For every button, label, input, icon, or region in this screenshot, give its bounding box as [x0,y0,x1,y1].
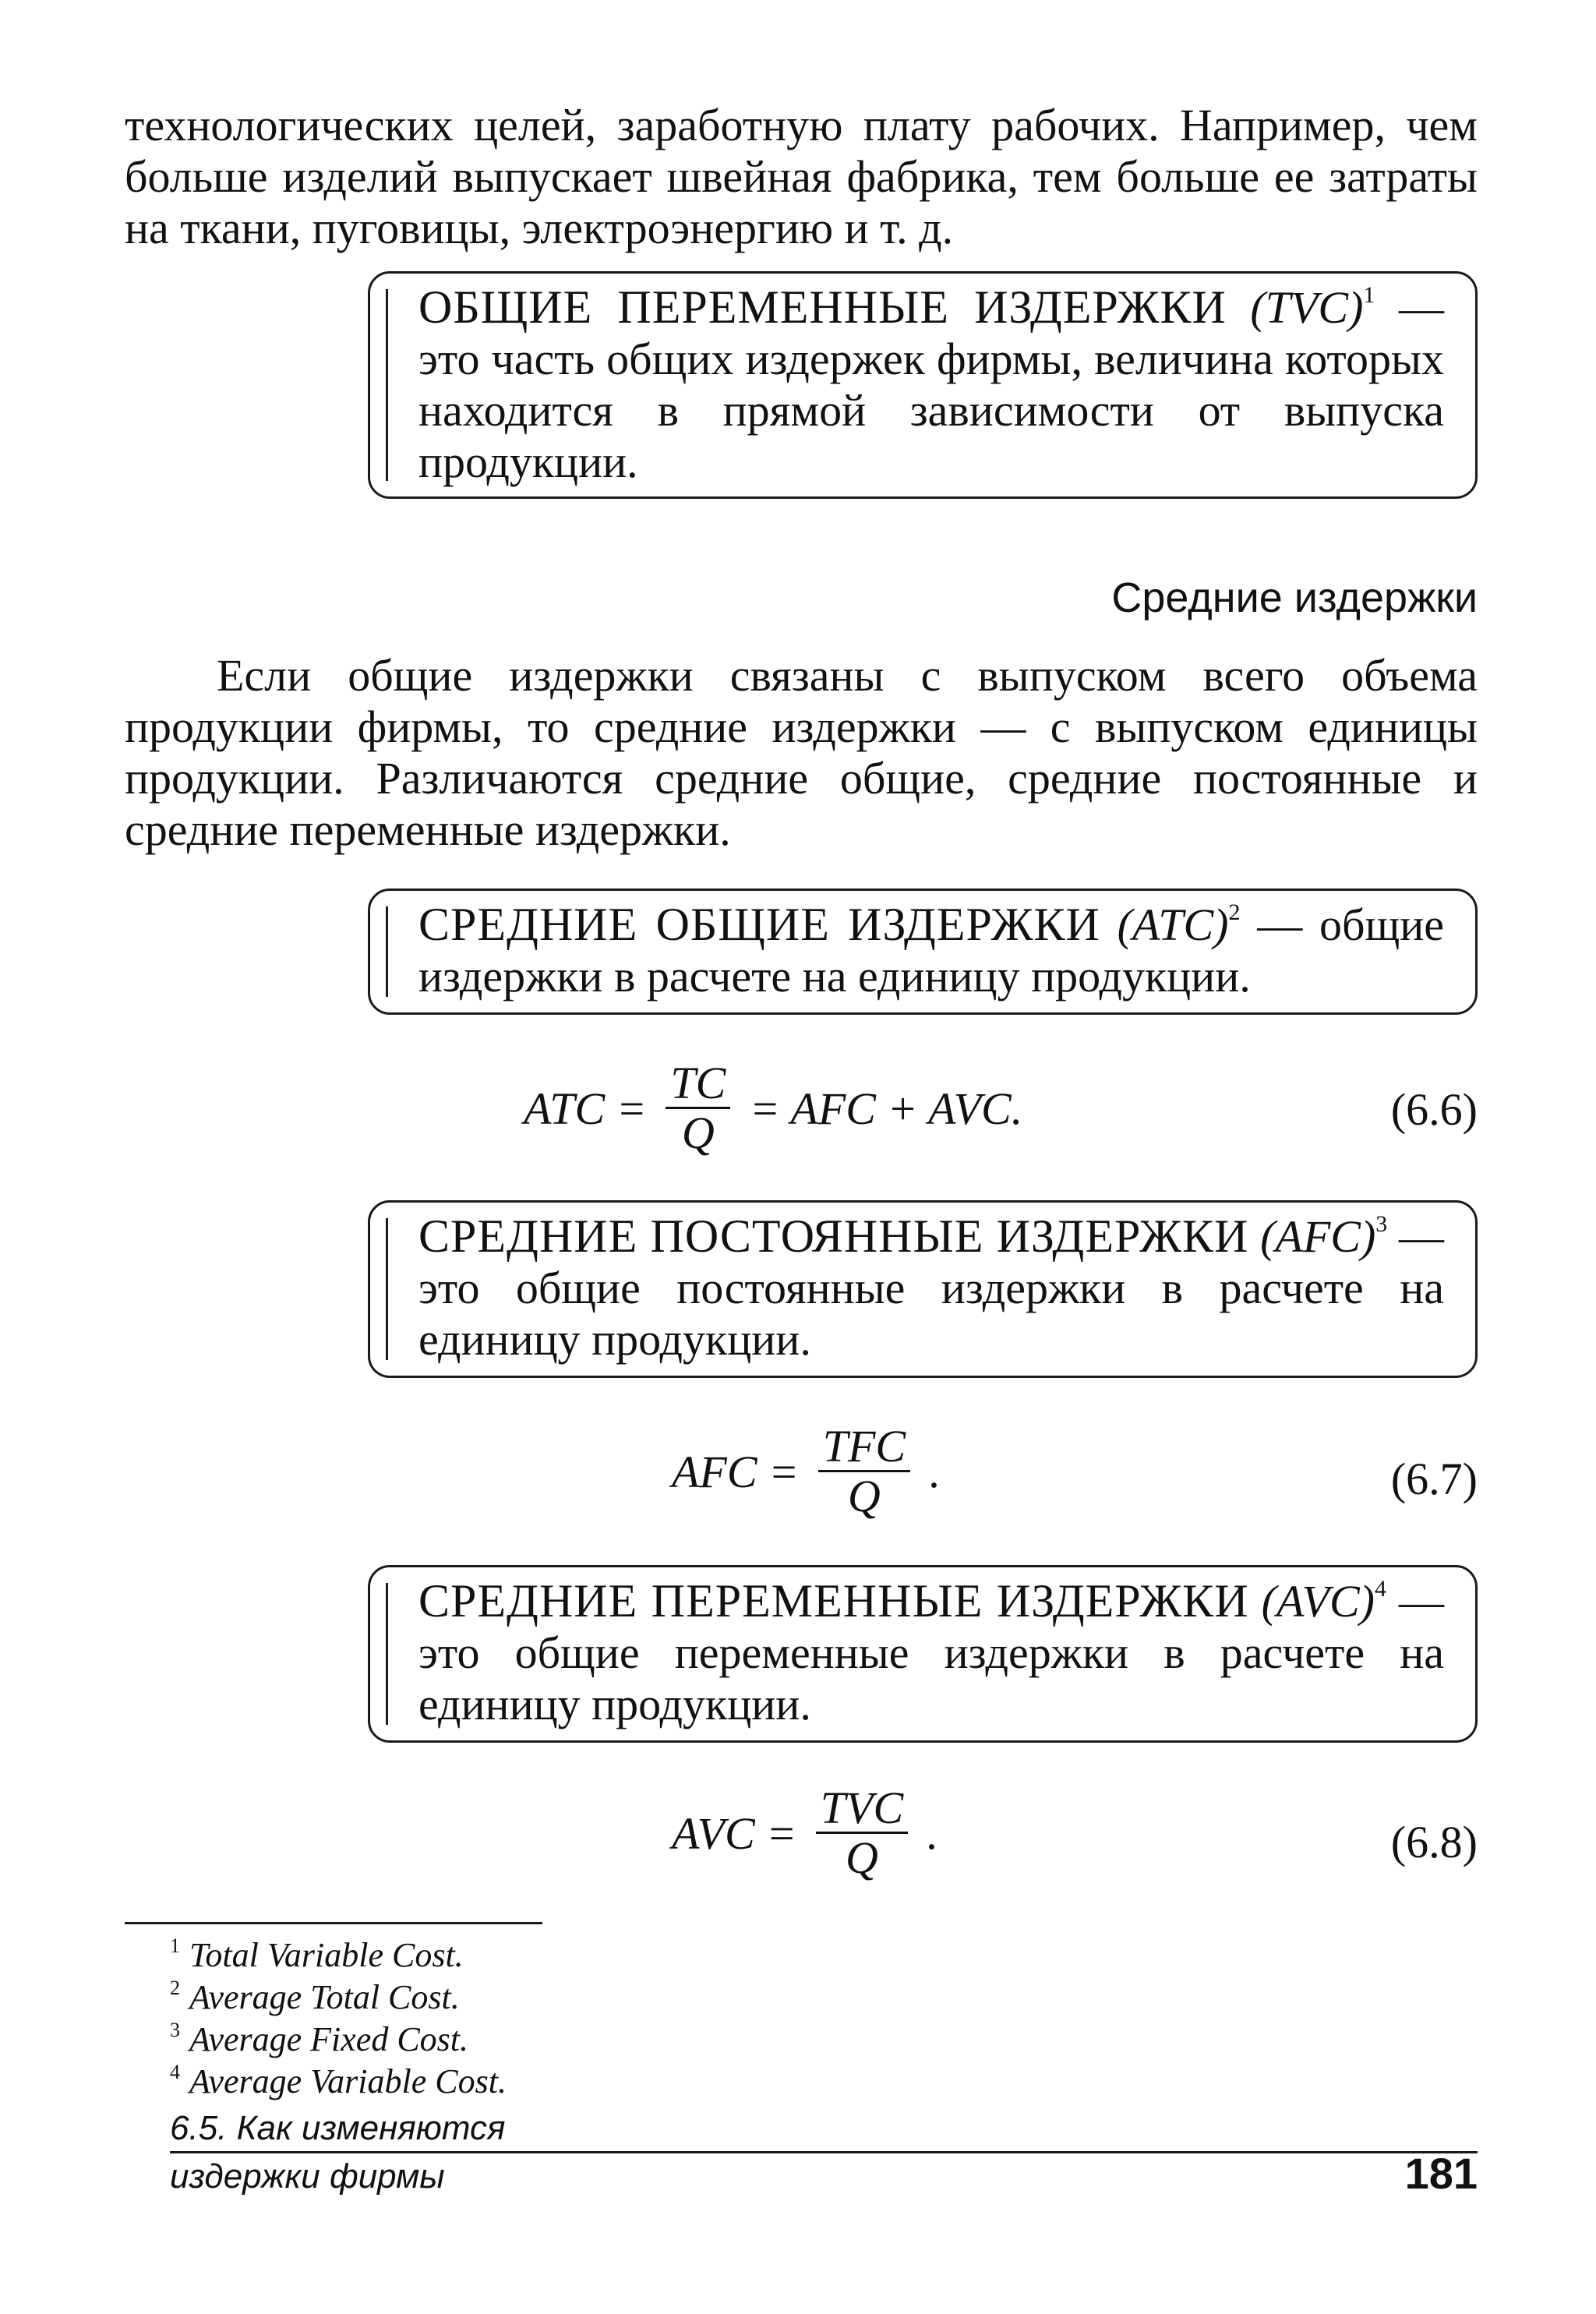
footer-divider [170,2151,1478,2153]
footnote-item [170,1934,507,1977]
formula-6-7 [672,1423,941,1521]
footnote-mark: 3 [1375,1211,1388,1237]
definition-tvc [418,281,1444,488]
footnote-item [170,2061,507,2103]
footnotes-list [170,1934,507,2103]
formula-fraction [816,1782,908,1883]
footnote-text: Average Fixed Cost. [189,2020,469,2058]
average-costs-paragraph: Если общие издержки связаны с выпуском всего объема продукции фирмы, то средние издержки — с выпуском единицы продукции. Различаются средние общие, средние постоянные и средние переменные издержки. [125,650,1478,855]
fraction-numerator: TFC [818,1423,910,1472]
definition-text: — это общие постоянные издержки в расчете на единицу продукции. [418,1211,1445,1365]
definition-afc [418,1210,1444,1365]
definition-abbr: (ATC) [1117,899,1229,950]
footnote-divider [125,1922,542,1924]
definition-box-afc [368,1200,1478,1378]
definition-abbr: (TVC) [1250,282,1364,333]
formula-rhs: = AFC + AVC. [738,1083,1023,1134]
formula-6-6 [524,1060,1022,1157]
definition-term: СРЕДНИЕ ПЕРЕМЕННЫЕ ИЗДЕРЖКИ [418,1575,1249,1627]
definition-text: — это общие переменные издержки в расчете на единицу продукции. [418,1576,1444,1729]
definition-term: СРЕДНИЕ ОБЩИЕ ИЗДЕРЖКИ [418,899,1100,950]
definition-abbr: (AVC) [1261,1576,1375,1627]
running-title-line2: издержки фирмы [170,2157,445,2196]
running-title-line1: 6.5. Как изменяются [170,2109,506,2147]
definition-box-atc [368,889,1478,1015]
definition-box-tvc [368,271,1478,499]
equation-number: (6.6) [1390,1084,1478,1135]
fraction-denominator: Q [847,1471,881,1521]
definition-term: СРЕДНИЕ ПОСТОЯННЫЕ ИЗДЕРЖКИ [418,1210,1249,1262]
formula-fraction [666,1060,730,1157]
footnote-mark: 4 [1374,1576,1386,1602]
formula-6-8 [672,1782,939,1883]
formula-lhs: AVC = [672,1808,808,1859]
formula-rhs: . [916,1808,939,1859]
definition-text: — это часть общих издержек фирмы, величина которых находится в прямой зависимости от выпуска продукции. [418,282,1445,487]
footnote-text: Average Total Cost. [189,1978,460,2016]
page-number: 181 [1404,2149,1478,2198]
section-heading: Средние издержки [1111,574,1478,621]
footnote-item [170,2019,507,2061]
footnote-mark: 1 [170,1934,180,1957]
formula-lhs: AFC = [672,1447,810,1497]
formula-fraction [818,1423,910,1521]
footnote-mark: 2 [1228,899,1241,925]
intro-paragraph: технологических целей, заработную плату рабочих. Например, чем больше изделий выпускает швейная фабрика, тем больше ее затраты на ткани, пуговицы, электроэнергию и т. д. [125,100,1478,253]
footnote-mark: 1 [1363,282,1375,308]
fraction-numerator: TVC [816,1785,908,1834]
footnote-mark: 4 [170,2061,180,2083]
footnote-text: Average Variable Cost. [189,2062,507,2100]
equation-number: (6.8) [1390,1817,1478,1867]
definition-abbr: (AFC) [1260,1211,1376,1262]
equation-number: (6.7) [1390,1454,1478,1504]
footnote-mark: 3 [170,2019,180,2041]
footnote-mark: 2 [170,1977,180,1999]
definition-text: — общие издержки в расчете на единицу продукции. [418,899,1445,1002]
definition-term: ОБЩИЕ ПЕРЕМЕННЫЕ ИЗДЕРЖКИ [418,281,1227,333]
fraction-denominator: Q [681,1108,715,1158]
fraction-denominator: Q [846,1832,878,1883]
fraction-numerator: TC [666,1060,730,1109]
footnote-item [170,1977,507,2019]
footnote-text: Total Variable Cost. [189,1936,464,1974]
definition-atc [418,899,1444,1002]
formula-lhs: ATC = [524,1083,659,1134]
formula-rhs: . [918,1447,941,1497]
definition-avc [418,1575,1444,1730]
definition-box-avc [368,1565,1478,1743]
